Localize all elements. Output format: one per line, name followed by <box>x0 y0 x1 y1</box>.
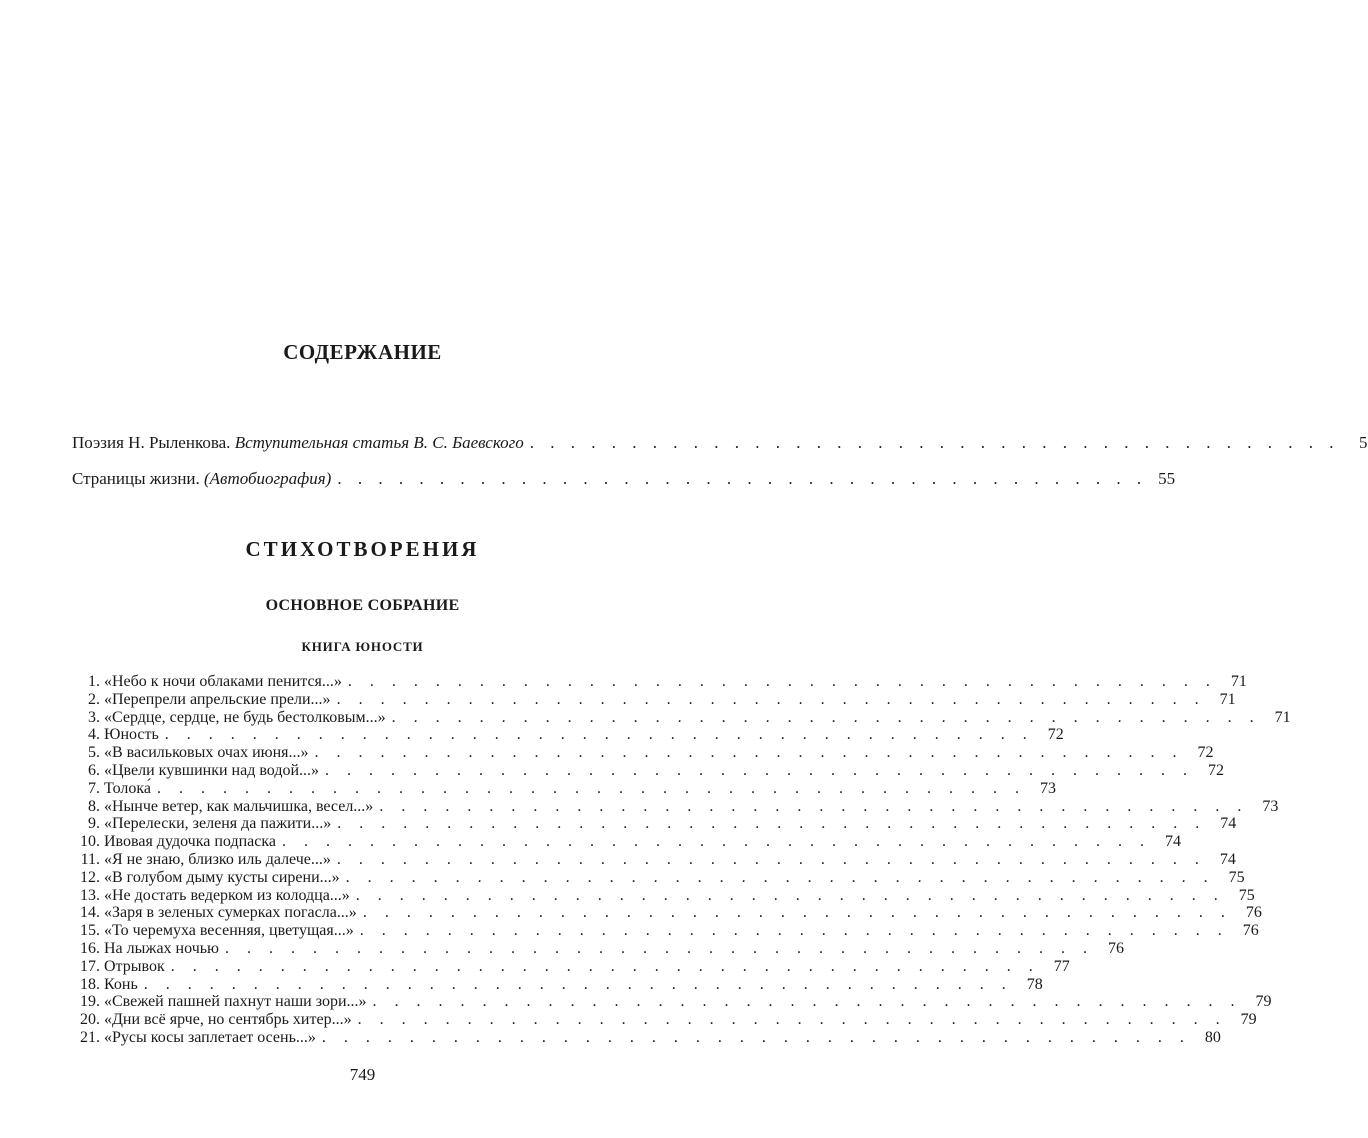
list-item <box>72 815 1237 833</box>
entry-title: «Дни всё ярче, но сентябрь хитер...» <box>104 1011 352 1029</box>
entry-page: 78 <box>1026 975 1043 993</box>
intro-entry-text: Поэзия Н. Рыленкова. <box>72 433 235 452</box>
list-item <box>72 850 1236 869</box>
entry-page: 74 <box>1219 850 1236 868</box>
list-item <box>72 1028 1221 1047</box>
entry-page: 71 <box>1230 673 1247 690</box>
entry-page: 79 <box>1255 993 1272 1011</box>
dot-leader: . . . . . . . . . . . . . . . . . . . . . . . . . . . . . . . . . . . . . . . . <box>170 957 1040 975</box>
entry-title: Юность <box>104 726 159 744</box>
entry-title: Конь <box>104 975 138 993</box>
intro-entry <box>72 432 1368 454</box>
list-item <box>72 868 1245 887</box>
list-item <box>72 673 1247 691</box>
entry-title: «Перелески, зеленя да пажити...» <box>104 815 332 833</box>
contents-heading: СОДЕРЖАНИЕ <box>283 340 442 364</box>
intro-entry <box>72 468 1176 490</box>
entry-number: 20. <box>80 1011 100 1029</box>
entry-title: «Небо к ночи облаками пенится...» <box>104 673 342 690</box>
entry-number: 21. <box>80 1028 100 1046</box>
entry-number: 7. <box>88 779 100 797</box>
entry-page: 79 <box>1240 1011 1257 1029</box>
entry-page: 74 <box>1164 833 1181 851</box>
entry-title: «Сердце, сердце, не будь бестолковым...» <box>104 708 386 726</box>
entry-number: 12. <box>80 868 100 886</box>
list-item <box>72 1011 1257 1029</box>
dot-leader: . . . . . . . . . . . . . . . . . . . . . . . . . . . . . . . . . . . . . . . . <box>359 922 1229 940</box>
list-item <box>72 708 1291 727</box>
dot-leader: . . . . . . . . . . . . . . . . . . . . . . . . . . . . . . . . . . . . . . . . <box>143 975 1013 993</box>
list-item <box>72 779 1056 798</box>
intro-entry-text: Страницы жизни. <box>72 469 205 488</box>
intro-entry-page: 5 <box>1359 433 1368 452</box>
entry-page: 76 <box>1108 939 1124 957</box>
entry-title: «Русы косы заплетает осень...» <box>104 1028 316 1046</box>
entry-title: «Цвели кувшинки над водой...» <box>104 761 320 779</box>
entry-page: 74 <box>1220 815 1237 833</box>
entry-title: «Перепрели апрельские прели...» <box>104 690 331 708</box>
list-item <box>72 690 1236 709</box>
intro-entry-page: 55 <box>1158 469 1176 488</box>
entry-page: 71 <box>1274 708 1291 726</box>
list-item <box>72 904 1262 922</box>
entry-page: 76 <box>1245 904 1262 922</box>
entry-page: 72 <box>1197 744 1214 762</box>
entry-number: 5. <box>88 744 100 762</box>
section-heading: ОСНОВНОЕ СОБРАНИЕ <box>265 597 460 614</box>
dot-leader: . . . . . . . . . . . . . . . . . . . . . . . . . . . . . . . . . . . . . . . . <box>156 779 1026 797</box>
entry-title: Толока́ <box>104 779 151 797</box>
dot-leader: . . . . . . . . . . . . . . . . . . . . . . . . . . . . . . . . . . . . . . . . <box>379 797 1249 815</box>
dot-leader: . . . . . . . . . . . . . . . . . . . . . . . . . . . . . . . . . . . . . . . . <box>321 1028 1191 1046</box>
contents-list <box>72 673 1291 1047</box>
entry-number: 9. <box>88 815 100 833</box>
list-item <box>72 726 1064 744</box>
entry-number: 18. <box>80 975 100 993</box>
entry-title: «В голубом дыму кусты сирени...» <box>104 868 340 886</box>
entry-title: Отрывок <box>104 957 165 975</box>
entry-title: «Не достать ведерком из колодца...» <box>104 886 350 904</box>
dot-leader: . . . . . . . . . . . . . . . . . . . . . . . . . . . . . . . . . . . . . . . . <box>336 690 1206 708</box>
list-item <box>72 922 1259 940</box>
entry-title: «В васильковых очах июня...» <box>104 744 309 762</box>
dot-leader: . . . . . . . . . . . . . . . . . . . . . . . . . . . . . . . . . . . . . . . . <box>345 868 1215 886</box>
entry-page: 75 <box>1238 886 1255 904</box>
dot-leader: . . . . . . . . . . . . . . . . . . . . . . . . . . . . . . . . . . . . . . . . <box>337 469 1148 488</box>
list-item <box>72 744 1214 762</box>
entry-title: «Я не знаю, близко иль далече...» <box>104 850 331 868</box>
dot-leader: . . . . . . . . . . . . . . . . . . . . . . . . . . . . . . . . . . . . . . . . <box>164 726 1034 744</box>
dot-leader: . . . . . . . . . . . . . . . . . . . . . . . . . . . . . . . . . . . . . . . . <box>337 815 1207 833</box>
entry-number: 11. <box>80 850 100 868</box>
intro-entry-italic: (Автобиография) <box>204 469 332 488</box>
entry-number: 16. <box>80 939 100 957</box>
dot-leader: . . . . . . . . . . . . . . . . . . . . . . . . . . . . . . . . . . . . . . . . <box>347 673 1217 690</box>
dot-leader: . . . . . . . . . . . . . . . . . . . . . . . . . . . . . . . . . . . . . . . . <box>391 708 1261 726</box>
entry-title: На лыжах ночью <box>104 939 219 957</box>
dot-leader: . . . . . . . . . . . . . . . . . . . . . . . . . . . . . . . . . . . . . . . . <box>225 939 1094 957</box>
dot-leader: . . . . . . . . . . . . . . . . . . . . . . . . . . . . . . . . . . . . . . . . <box>325 761 1195 779</box>
entry-number: 17. <box>80 957 100 975</box>
entry-page: 77 <box>1053 957 1070 975</box>
entry-number: 4. <box>88 726 100 744</box>
entry-page: 75 <box>1228 868 1245 886</box>
list-item <box>72 939 1124 958</box>
book-heading: КНИГА ЮНОСТИ <box>301 639 424 654</box>
list-item <box>72 833 1181 851</box>
list-item <box>72 957 1070 976</box>
entry-number: 19. <box>80 993 100 1011</box>
entry-page: 80 <box>1204 1028 1221 1046</box>
entry-page: 76 <box>1242 922 1259 940</box>
entry-number: 10. <box>80 833 100 851</box>
dot-leader: . . . . . . . . . . . . . . . . . . . . . . . . . . . . . . . . . . . . . . . . <box>281 833 1151 851</box>
dot-leader: . . . . . . . . . . . . . . . . . . . . . . . . . . . . . . . . . . . . . . . . <box>372 993 1242 1011</box>
entry-title: Ивовая дудочка подпаска <box>104 833 276 851</box>
dot-leader: . . . . . . . . . . . . . . . . . . . . . . . . . . . . . . . . . . . . . . . . <box>362 904 1232 922</box>
entry-title: «Заря в зеленых сумерках погасла...» <box>104 904 357 922</box>
list-item <box>72 761 1225 780</box>
entry-number: 13. <box>80 886 100 904</box>
entry-page: 71 <box>1219 690 1236 708</box>
list-item <box>72 797 1279 816</box>
entry-page: 72 <box>1047 726 1064 744</box>
entry-page: 72 <box>1208 761 1225 779</box>
poems-heading: СТИХОТВОРЕНИЯ <box>245 537 480 561</box>
entry-title: «То черемуха весенняя, цветущая...» <box>104 922 354 940</box>
dot-leader: . . . . . . . . . . . . . . . . . . . . . . . . . . . . . . . . . . . . . . . . <box>357 1011 1227 1029</box>
list-item <box>72 886 1255 905</box>
entry-number: 6. <box>88 761 100 779</box>
dot-leader: . . . . . . . . . . . . . . . . . . . . . . . . . . . . . . . . . . . . . . . . <box>529 433 1340 452</box>
entry-title: «Нынче ветер, как мальчишка, весел...» <box>104 797 374 815</box>
list-item <box>72 993 1272 1011</box>
dot-leader: . . . . . . . . . . . . . . . . . . . . . . . . . . . . . . . . . . . . . . . . <box>314 744 1184 762</box>
entry-title: «Свежей пашней пахнут наши зори...» <box>104 993 367 1011</box>
page-number: 749 <box>349 1065 376 1084</box>
entry-page: 73 <box>1039 779 1056 797</box>
intro-entry-italic: Вступительная статья В. С. Баевского <box>234 433 524 452</box>
dot-leader: . . . . . . . . . . . . . . . . . . . . . . . . . . . . . . . . . . . . . . . . <box>336 850 1206 868</box>
entry-number: 14. <box>80 904 100 922</box>
entry-page: 73 <box>1262 797 1279 815</box>
entry-number: 15. <box>80 922 100 940</box>
entry-number: 8. <box>88 797 100 815</box>
list-item <box>72 975 1043 994</box>
dot-leader: . . . . . . . . . . . . . . . . . . . . . . . . . . . . . . . . . . . . . . . . <box>355 886 1225 904</box>
entry-number: 1. <box>88 673 100 690</box>
entry-number: 3. <box>88 708 100 726</box>
entry-number: 2. <box>88 690 100 708</box>
